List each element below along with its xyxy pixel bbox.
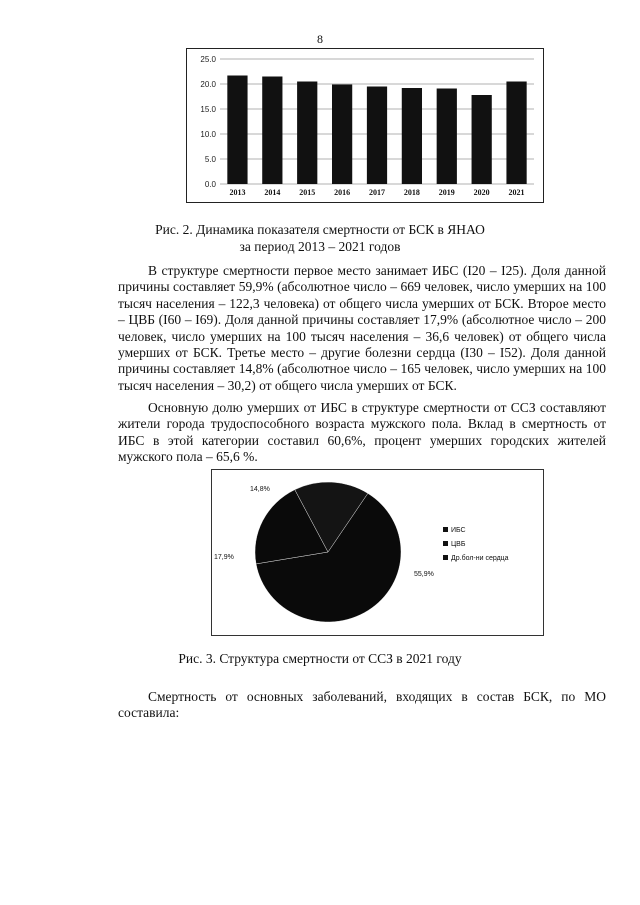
bar-x-tick-label: 2018 <box>403 188 420 197</box>
bar-x-tick-label: 2021 <box>508 188 525 197</box>
bar-x-tick-label: 2016 <box>334 188 351 197</box>
pie-legend-label: ЦВБ <box>451 541 466 548</box>
pie-data-label: 14,8% <box>250 486 270 493</box>
figure-2-caption-line-1: Рис. 2. Динамика показателя смертности от БСК в ЯНАО <box>155 222 485 237</box>
bar-2015 <box>297 82 317 185</box>
pie-legend-swatch <box>443 555 448 560</box>
bar-y-tick-label: 20.0 <box>200 80 216 89</box>
bar-2021 <box>506 82 526 185</box>
bar-2013 <box>227 76 247 185</box>
figure-2-caption-line-2: за период 2013 – 2021 годов <box>239 239 401 254</box>
paragraph-mortality-by-mo: Смертность от основных заболеваний, входящих в состав БСК, по МО составила: <box>118 689 606 721</box>
bar-2016 <box>332 85 352 185</box>
pie-data-label: 17,9% <box>214 554 234 561</box>
bar-chart <box>186 48 544 203</box>
bar-y-tick-label: 10.0 <box>200 130 216 139</box>
page-number: 8 <box>317 32 323 46</box>
bar-2014 <box>262 77 282 185</box>
pie-legend-swatch <box>443 541 448 546</box>
bar-2019 <box>437 89 457 185</box>
pie-data-label: 55,9% <box>414 571 434 578</box>
bar-x-tick-label: 2014 <box>264 188 281 197</box>
paragraph-ihd-share: Основную долю умерших от ИБС в структуре смертности от ССЗ составляют жители города трудоспособного возраста мужского пола. Вклад в смертность от ИБС в этой категории составил 60,6%, процент умерших городских жителей мужского пола – 65,6 %. <box>118 400 606 465</box>
pie-legend-swatch <box>443 527 448 532</box>
pie-legend-label: Др.бол-ни сердца <box>451 555 509 562</box>
bar-x-tick-label: 2017 <box>369 188 385 197</box>
bar-y-tick-label: 15.0 <box>200 105 216 114</box>
figure-3-caption: Рис. 3. Структура смертности от ССЗ в 2021 году <box>178 651 462 666</box>
paragraph-structure: В структуре смертности первое место занимает ИБС (I20 – I25). Доля данной причины составляет 59,9% (абсолютное число – 669 человек, число умерших на 100 тысяч населения – 122,3 человека) от общего числа умерших от БСК. Второе место – ЦВБ (I60 – I69). Доля данной причины составляет 17,9% (абсолютное число – 200 человек, число умерших на 100 тысяч населения – 36,6 человек) от общего числа умерших от БСК. Третье место – другие болезни сердца (I30 – I52). Доля данной причины составляет 14,8% (абсолютное число – 165 человек, число умерших на 100 тысяч населения – 30,2) от общего числа умерших от БСК. <box>118 263 606 393</box>
bar-x-tick-label: 2015 <box>299 188 316 197</box>
bar-2017 <box>367 87 387 185</box>
bar-y-tick-label: 5.0 <box>204 155 216 164</box>
pie-chart <box>211 469 544 636</box>
pie-legend-label: ИБС <box>451 527 466 534</box>
bar-y-tick-label: 0.0 <box>204 180 216 189</box>
figure-2-caption <box>0 221 640 255</box>
bar-x-tick-label: 2020 <box>473 188 490 197</box>
bar-x-tick-label: 2019 <box>438 188 455 197</box>
bar-2018 <box>402 88 422 184</box>
bar-x-tick-label: 2013 <box>229 188 246 197</box>
bar-2020 <box>472 95 492 184</box>
bar-y-tick-label: 25.0 <box>200 55 216 64</box>
